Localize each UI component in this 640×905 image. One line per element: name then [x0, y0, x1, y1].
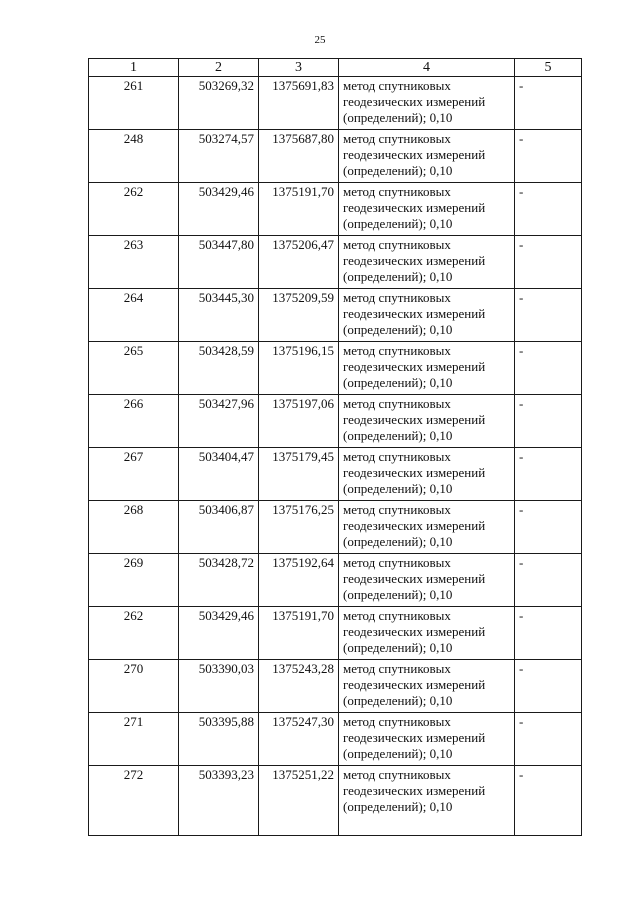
method-accuracy-cell: метод спутниковых геодезических измерений (определений); 0,10 — [339, 607, 515, 660]
table-row — [89, 236, 582, 289]
header-col-3: 3 — [259, 59, 339, 77]
point-number-cell: 269 — [89, 554, 179, 607]
x-coordinate-cell: 503429,46 — [179, 183, 259, 236]
x-coordinate-cell: 503445,30 — [179, 289, 259, 342]
note-cell: - — [515, 289, 582, 342]
table-row — [89, 501, 582, 554]
y-coordinate-cell: 1375192,64 — [259, 554, 339, 607]
y-coordinate-cell: 1375191,70 — [259, 183, 339, 236]
note-cell: - — [515, 77, 582, 130]
y-coordinate-cell: 1375691,83 — [259, 77, 339, 130]
header-col-5: 5 — [515, 59, 582, 77]
table-body — [89, 77, 582, 836]
y-coordinate-cell: 1375179,45 — [259, 448, 339, 501]
table-header-row — [89, 59, 582, 77]
point-number-cell: 262 — [89, 607, 179, 660]
x-coordinate-cell: 503447,80 — [179, 236, 259, 289]
method-accuracy-cell: метод спутниковых геодезических измерений (определений); 0,10 — [339, 501, 515, 554]
method-accuracy-cell: метод спутниковых геодезических измерений (определений); 0,10 — [339, 713, 515, 766]
y-coordinate-cell: 1375176,25 — [259, 501, 339, 554]
point-number-cell: 267 — [89, 448, 179, 501]
note-cell: - — [515, 130, 582, 183]
point-number-cell: 268 — [89, 501, 179, 554]
table-row — [89, 607, 582, 660]
table-row — [89, 713, 582, 766]
method-accuracy-cell: метод спутниковых геодезических измерений (определений); 0,10 — [339, 130, 515, 183]
header-col-2: 2 — [179, 59, 259, 77]
page-number: 25 — [314, 34, 326, 46]
note-cell: - — [515, 448, 582, 501]
method-accuracy-cell: метод спутниковых геодезических измерений (определений); 0,10 — [339, 448, 515, 501]
x-coordinate-cell: 503427,96 — [179, 395, 259, 448]
point-number-cell: 263 — [89, 236, 179, 289]
table-row — [89, 77, 582, 130]
y-coordinate-cell: 1375191,70 — [259, 607, 339, 660]
method-accuracy-cell: метод спутниковых геодезических измерений (определений); 0,10 — [339, 236, 515, 289]
point-number-cell: 266 — [89, 395, 179, 448]
note-cell: - — [515, 713, 582, 766]
y-coordinate-cell: 1375206,47 — [259, 236, 339, 289]
table-row — [89, 289, 582, 342]
x-coordinate-cell: 503393,23 — [179, 766, 259, 836]
method-accuracy-cell: метод спутниковых геодезических измерений (определений); 0,10 — [339, 289, 515, 342]
method-accuracy-cell: метод спутниковых геодезических измерений (определений); 0,10 — [339, 77, 515, 130]
table-row — [89, 554, 582, 607]
x-coordinate-cell: 503429,46 — [179, 607, 259, 660]
y-coordinate-cell: 1375209,59 — [259, 289, 339, 342]
note-cell: - — [515, 395, 582, 448]
point-number-cell: 271 — [89, 713, 179, 766]
coordinates-table — [88, 58, 582, 836]
note-cell: - — [515, 501, 582, 554]
x-coordinate-cell: 503390,03 — [179, 660, 259, 713]
method-accuracy-cell: метод спутниковых геодезических измерений (определений); 0,10 — [339, 183, 515, 236]
note-cell: - — [515, 183, 582, 236]
point-number-cell: 262 — [89, 183, 179, 236]
table-row — [89, 342, 582, 395]
method-accuracy-cell: метод спутниковых геодезических измерений (определений); 0,10 — [339, 395, 515, 448]
note-cell: - — [515, 342, 582, 395]
x-coordinate-cell: 503406,87 — [179, 501, 259, 554]
table-row — [89, 183, 582, 236]
point-number-cell: 272 — [89, 766, 179, 836]
method-accuracy-cell: метод спутниковых геодезических измерений (определений); 0,10 — [339, 554, 515, 607]
y-coordinate-cell: 1375197,06 — [259, 395, 339, 448]
x-coordinate-cell: 503395,88 — [179, 713, 259, 766]
table-row — [89, 448, 582, 501]
x-coordinate-cell: 503428,72 — [179, 554, 259, 607]
point-number-cell: 261 — [89, 77, 179, 130]
table-row — [89, 766, 582, 836]
point-number-cell: 264 — [89, 289, 179, 342]
point-number-cell: 270 — [89, 660, 179, 713]
y-coordinate-cell: 1375687,80 — [259, 130, 339, 183]
y-coordinate-cell: 1375243,28 — [259, 660, 339, 713]
y-coordinate-cell: 1375196,15 — [259, 342, 339, 395]
y-coordinate-cell: 1375247,30 — [259, 713, 339, 766]
y-coordinate-cell: 1375251,22 — [259, 766, 339, 836]
method-accuracy-cell: метод спутниковых геодезических измерений (определений); 0,10 — [339, 766, 515, 836]
note-cell: - — [515, 766, 582, 836]
header-col-4: 4 — [339, 59, 515, 77]
point-number-cell: 248 — [89, 130, 179, 183]
note-cell: - — [515, 236, 582, 289]
header-col-1: 1 — [89, 59, 179, 77]
x-coordinate-cell: 503404,47 — [179, 448, 259, 501]
note-cell: - — [515, 607, 582, 660]
x-coordinate-cell: 503269,32 — [179, 77, 259, 130]
x-coordinate-cell: 503274,57 — [179, 130, 259, 183]
method-accuracy-cell: метод спутниковых геодезических измерений (определений); 0,10 — [339, 342, 515, 395]
note-cell: - — [515, 554, 582, 607]
point-number-cell: 265 — [89, 342, 179, 395]
x-coordinate-cell: 503428,59 — [179, 342, 259, 395]
method-accuracy-cell: метод спутниковых геодезических измерений (определений); 0,10 — [339, 660, 515, 713]
note-cell: - — [515, 660, 582, 713]
table-row — [89, 130, 582, 183]
table-row — [89, 660, 582, 713]
table-row — [89, 395, 582, 448]
